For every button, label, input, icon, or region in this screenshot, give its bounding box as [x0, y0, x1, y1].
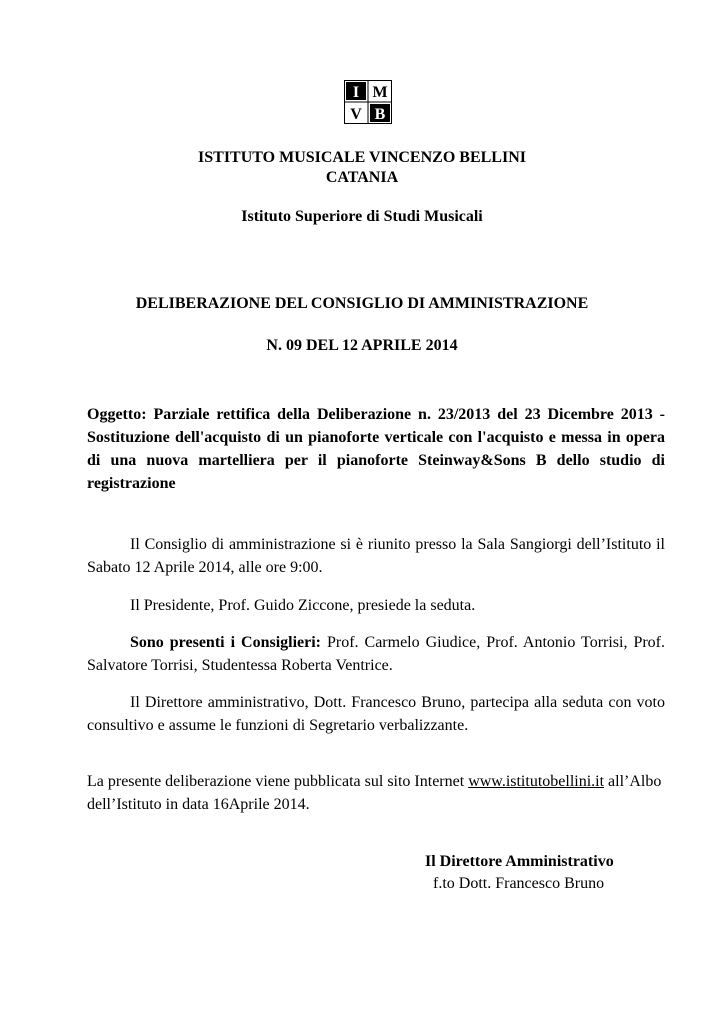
- present-names: Prof. Carmelo Giudice, Prof. Antonio Torrisi, Prof. Salvatore Torrisi, Studentessa Roberta Ventrice.: [87, 634, 665, 674]
- subject-paragraph: Oggetto: Parziale rettifica della Deliberazione n. 23/2013 del 23 Dicembre 2013 - Sostituzione dell'acquisto di un pianoforte verticale con l'acquisto e messa in opera di una nuova martelliera per il pianoforte Steinway&Sons B dello studio di registrazione: [87, 406, 665, 492]
- institute-subtitle: Istituto Superiore di Studi Musicali: [241, 208, 483, 225]
- logo-letter-m: M: [372, 84, 388, 101]
- logo-letter-i: I: [352, 84, 360, 101]
- signature-role: Il Direttore Amministrativo: [425, 853, 614, 870]
- deliberation-number: N. 09 DEL 12 APRILE 2014: [266, 337, 458, 354]
- logo-letter-b: B: [374, 106, 386, 123]
- logo-letter-v: V: [350, 106, 362, 123]
- publication-prefix: La presente deliberazione viene pubblicata sul sito Internet: [87, 773, 469, 790]
- present-label: Sono presenti i Consiglieri:: [130, 634, 321, 651]
- signature-name: f.to Dott. Francesco Bruno: [433, 875, 605, 892]
- deliberation-title: DELIBERAZIONE DEL CONSIGLIO DI AMMINISTRAZIONE: [135, 295, 589, 312]
- institute-city: CATANIA: [325, 169, 399, 186]
- meeting-paragraph: Il Consiglio di amministrazione si è riunito presso la Sala Sangiorgi dell’Istituto il Sabato 12 Aprile 2014, alle ore 9:00.: [87, 536, 665, 576]
- institute-name: ISTITUTO MUSICALE VINCENZO BELLINI: [198, 149, 526, 166]
- director-paragraph: Il Direttore amministrativo, Dott. Francesco Bruno, partecipa alla seduta con voto consultivo e assume le funzioni di Segretario verbalizzante.: [87, 694, 665, 734]
- present-paragraph: [87, 631, 665, 677]
- publication-paragraph: [87, 770, 665, 816]
- publication-suffix: all’Albo dell’Istituto in data 16Aprile 2014.: [87, 773, 662, 813]
- institute-logo: [344, 80, 392, 124]
- president-paragraph: Il Presidente, Prof. Guido Ziccone, presiede la seduta.: [130, 597, 476, 614]
- website-link[interactable]: www.istitutobellini.it: [468, 773, 605, 790]
